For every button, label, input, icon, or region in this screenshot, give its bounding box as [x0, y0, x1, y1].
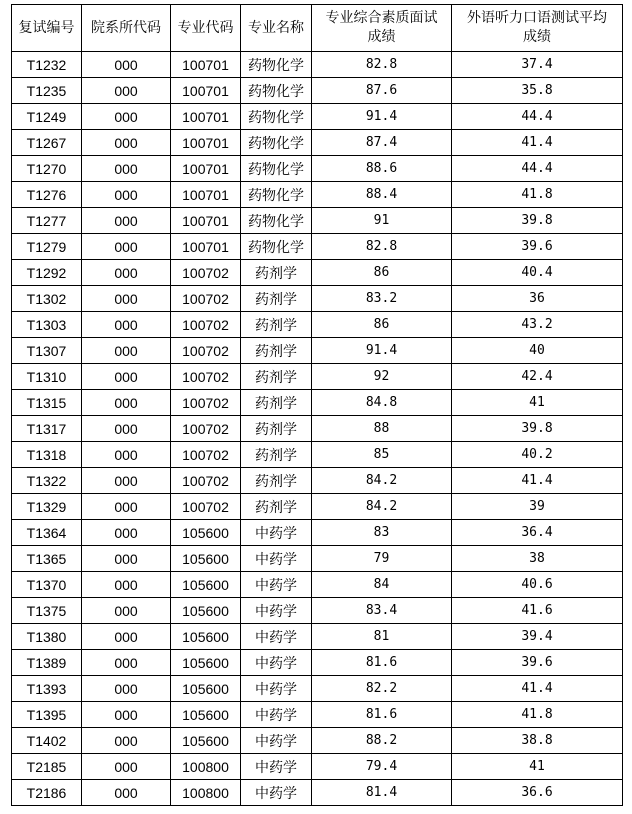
cell-major-name: 中药学	[241, 702, 312, 728]
cell-major-code: 105600	[171, 572, 241, 598]
cell-interview-score: 81.6	[312, 650, 452, 676]
cell-interview-score: 82.8	[312, 234, 452, 260]
table-row	[12, 728, 623, 754]
cell-id: T1303	[12, 312, 82, 338]
cell-major-code: 105600	[171, 520, 241, 546]
cell-major-name: 中药学	[241, 598, 312, 624]
header-language-score	[452, 5, 623, 52]
table-row	[12, 156, 623, 182]
table-row	[12, 208, 623, 234]
cell-language-score: 39.4	[452, 624, 623, 650]
table-row	[12, 598, 623, 624]
cell-major-name: 中药学	[241, 520, 312, 546]
cell-major-name: 中药学	[241, 650, 312, 676]
table-row	[12, 494, 623, 520]
cell-dept-code: 000	[82, 312, 171, 338]
cell-id: T1277	[12, 208, 82, 234]
cell-major-name: 药剂学	[241, 338, 312, 364]
header-interview-score	[312, 5, 452, 52]
cell-id: T1375	[12, 598, 82, 624]
cell-major-code: 100701	[171, 182, 241, 208]
cell-language-score: 35.8	[452, 78, 623, 104]
table-row	[12, 676, 623, 702]
cell-major-name: 中药学	[241, 572, 312, 598]
table-row	[12, 572, 623, 598]
cell-major-name: 药物化学	[241, 130, 312, 156]
cell-interview-score: 82.8	[312, 52, 452, 78]
cell-major-code: 100701	[171, 234, 241, 260]
cell-language-score: 37.4	[452, 52, 623, 78]
cell-dept-code: 000	[82, 650, 171, 676]
header-major-code: 专业代码	[171, 5, 241, 52]
cell-major-code: 100800	[171, 754, 241, 780]
table-row	[12, 364, 623, 390]
table-row	[12, 78, 623, 104]
cell-id: T1322	[12, 468, 82, 494]
cell-interview-score: 81.4	[312, 780, 452, 806]
cell-major-code: 100701	[171, 208, 241, 234]
cell-interview-score: 88.6	[312, 156, 452, 182]
cell-interview-score: 79.4	[312, 754, 452, 780]
cell-major-name: 中药学	[241, 728, 312, 754]
cell-major-name: 中药学	[241, 624, 312, 650]
cell-major-name: 药物化学	[241, 208, 312, 234]
cell-interview-score: 87.6	[312, 78, 452, 104]
cell-language-score: 36.4	[452, 520, 623, 546]
cell-major-code: 100702	[171, 364, 241, 390]
cell-language-score: 36	[452, 286, 623, 312]
cell-interview-score: 92	[312, 364, 452, 390]
table-row	[12, 416, 623, 442]
cell-major-code: 100702	[171, 442, 241, 468]
cell-id: T1276	[12, 182, 82, 208]
table-row	[12, 390, 623, 416]
cell-language-score: 41.8	[452, 702, 623, 728]
cell-interview-score: 91.4	[312, 104, 452, 130]
cell-language-score: 40.6	[452, 572, 623, 598]
cell-interview-score: 88.2	[312, 728, 452, 754]
cell-id: T1232	[12, 52, 82, 78]
cell-major-code: 100701	[171, 78, 241, 104]
cell-major-name: 药剂学	[241, 494, 312, 520]
cell-major-name: 中药学	[241, 676, 312, 702]
cell-dept-code: 000	[82, 546, 171, 572]
score-table	[11, 4, 623, 806]
cell-dept-code: 000	[82, 416, 171, 442]
cell-major-name: 药物化学	[241, 52, 312, 78]
cell-major-name: 药物化学	[241, 104, 312, 130]
cell-id: T1267	[12, 130, 82, 156]
cell-major-code: 100702	[171, 494, 241, 520]
table-row	[12, 702, 623, 728]
cell-id: T1235	[12, 78, 82, 104]
cell-id: T2186	[12, 780, 82, 806]
cell-dept-code: 000	[82, 234, 171, 260]
header-major-name: 专业名称	[241, 5, 312, 52]
cell-major-code: 100701	[171, 130, 241, 156]
cell-language-score: 40.4	[452, 260, 623, 286]
table-row	[12, 104, 623, 130]
cell-id: T1302	[12, 286, 82, 312]
cell-major-name: 药剂学	[241, 468, 312, 494]
cell-language-score: 39	[452, 494, 623, 520]
cell-dept-code: 000	[82, 468, 171, 494]
cell-major-code: 100702	[171, 312, 241, 338]
cell-language-score: 41	[452, 754, 623, 780]
cell-interview-score: 84.2	[312, 494, 452, 520]
cell-major-code: 100702	[171, 338, 241, 364]
table-row	[12, 260, 623, 286]
cell-dept-code: 000	[82, 754, 171, 780]
table-row	[12, 624, 623, 650]
cell-interview-score: 83.4	[312, 598, 452, 624]
cell-language-score: 41.4	[452, 468, 623, 494]
cell-language-score: 41.4	[452, 130, 623, 156]
cell-id: T1380	[12, 624, 82, 650]
cell-major-name: 中药学	[241, 546, 312, 572]
cell-major-code: 105600	[171, 598, 241, 624]
cell-interview-score: 87.4	[312, 130, 452, 156]
cell-interview-score: 81	[312, 624, 452, 650]
cell-major-code: 100702	[171, 468, 241, 494]
cell-major-code: 100702	[171, 390, 241, 416]
cell-major-code: 105600	[171, 728, 241, 754]
cell-interview-score: 91.4	[312, 338, 452, 364]
cell-major-code: 100701	[171, 156, 241, 182]
header-interview-line-1: 专业综合素质面试	[325, 10, 438, 26]
cell-id: T1329	[12, 494, 82, 520]
cell-interview-score: 91	[312, 208, 452, 234]
cell-dept-code: 000	[82, 624, 171, 650]
cell-dept-code: 000	[82, 702, 171, 728]
cell-major-code: 100701	[171, 52, 241, 78]
cell-interview-score: 84.2	[312, 468, 452, 494]
table-row	[12, 130, 623, 156]
cell-language-score: 41	[452, 390, 623, 416]
cell-interview-score: 83.2	[312, 286, 452, 312]
cell-dept-code: 000	[82, 442, 171, 468]
cell-dept-code: 000	[82, 182, 171, 208]
cell-dept-code: 000	[82, 390, 171, 416]
cell-dept-code: 000	[82, 572, 171, 598]
cell-id: T1310	[12, 364, 82, 390]
cell-language-score: 44.4	[452, 156, 623, 182]
cell-id: T1318	[12, 442, 82, 468]
cell-id: T1370	[12, 572, 82, 598]
cell-id: T1307	[12, 338, 82, 364]
table-row	[12, 780, 623, 806]
cell-interview-score: 88	[312, 416, 452, 442]
cell-major-code: 100702	[171, 416, 241, 442]
cell-id: T1279	[12, 234, 82, 260]
header-interview-line-2: 成绩	[367, 29, 396, 45]
cell-major-name: 药剂学	[241, 312, 312, 338]
cell-id: T1393	[12, 676, 82, 702]
cell-dept-code: 000	[82, 494, 171, 520]
cell-major-name: 药剂学	[241, 260, 312, 286]
table-row	[12, 312, 623, 338]
header-language-line-1: 外语听力口语测试平均	[467, 10, 607, 26]
table-row	[12, 52, 623, 78]
cell-dept-code: 000	[82, 728, 171, 754]
cell-major-name: 药剂学	[241, 390, 312, 416]
cell-dept-code: 000	[82, 338, 171, 364]
table-row	[12, 338, 623, 364]
cell-major-name: 药剂学	[241, 442, 312, 468]
cell-dept-code: 000	[82, 780, 171, 806]
cell-major-name: 药物化学	[241, 234, 312, 260]
cell-dept-code: 000	[82, 520, 171, 546]
cell-major-code: 105600	[171, 546, 241, 572]
cell-id: T1249	[12, 104, 82, 130]
cell-major-code: 105600	[171, 702, 241, 728]
cell-interview-score: 84.8	[312, 390, 452, 416]
table-row	[12, 182, 623, 208]
cell-language-score: 38.8	[452, 728, 623, 754]
cell-dept-code: 000	[82, 78, 171, 104]
table-body	[12, 52, 623, 806]
cell-major-name: 药物化学	[241, 156, 312, 182]
header-language-line-2: 成绩	[523, 29, 551, 45]
table-row	[12, 546, 623, 572]
cell-major-name: 中药学	[241, 754, 312, 780]
cell-major-name: 药剂学	[241, 286, 312, 312]
cell-interview-score: 86	[312, 312, 452, 338]
cell-major-name: 药物化学	[241, 78, 312, 104]
cell-id: T1389	[12, 650, 82, 676]
cell-interview-score: 79	[312, 546, 452, 572]
header-id: 复试编号	[12, 5, 82, 52]
header-dept-code: 院系所代码	[82, 5, 171, 52]
cell-language-score: 44.4	[452, 104, 623, 130]
cell-id: T1270	[12, 156, 82, 182]
cell-id: T1395	[12, 702, 82, 728]
cell-interview-score: 88.4	[312, 182, 452, 208]
cell-dept-code: 000	[82, 130, 171, 156]
cell-language-score: 40.2	[452, 442, 623, 468]
cell-interview-score: 86	[312, 260, 452, 286]
cell-language-score: 39.8	[452, 208, 623, 234]
cell-major-code: 105600	[171, 650, 241, 676]
cell-language-score: 39.6	[452, 650, 623, 676]
cell-interview-score: 85	[312, 442, 452, 468]
cell-dept-code: 000	[82, 208, 171, 234]
cell-id: T1402	[12, 728, 82, 754]
cell-language-score: 36.6	[452, 780, 623, 806]
cell-language-score: 38	[452, 546, 623, 572]
cell-id: T1292	[12, 260, 82, 286]
header-row	[12, 5, 623, 52]
cell-major-name: 药剂学	[241, 364, 312, 390]
table-row	[12, 234, 623, 260]
cell-id: T2185	[12, 754, 82, 780]
cell-language-score: 40	[452, 338, 623, 364]
cell-language-score: 42.4	[452, 364, 623, 390]
cell-language-score: 39.8	[452, 416, 623, 442]
cell-dept-code: 000	[82, 52, 171, 78]
table-row	[12, 754, 623, 780]
cell-id: T1365	[12, 546, 82, 572]
table-row	[12, 650, 623, 676]
cell-major-name: 药物化学	[241, 182, 312, 208]
cell-dept-code: 000	[82, 364, 171, 390]
cell-language-score: 41.6	[452, 598, 623, 624]
cell-interview-score: 83	[312, 520, 452, 546]
cell-major-code: 105600	[171, 676, 241, 702]
table-row	[12, 520, 623, 546]
cell-major-name: 中药学	[241, 780, 312, 806]
table-header	[12, 5, 623, 52]
cell-major-code: 100702	[171, 286, 241, 312]
cell-major-code: 100800	[171, 780, 241, 806]
cell-language-score: 39.6	[452, 234, 623, 260]
cell-interview-score: 82.2	[312, 676, 452, 702]
cell-major-code: 100702	[171, 260, 241, 286]
cell-major-name: 药剂学	[241, 416, 312, 442]
table-row	[12, 468, 623, 494]
cell-dept-code: 000	[82, 156, 171, 182]
cell-interview-score: 81.6	[312, 702, 452, 728]
cell-language-score: 41.4	[452, 676, 623, 702]
cell-language-score: 43.2	[452, 312, 623, 338]
cell-interview-score: 84	[312, 572, 452, 598]
table-row	[12, 286, 623, 312]
cell-id: T1315	[12, 390, 82, 416]
cell-dept-code: 000	[82, 104, 171, 130]
table-row	[12, 442, 623, 468]
cell-dept-code: 000	[82, 676, 171, 702]
cell-dept-code: 000	[82, 286, 171, 312]
cell-dept-code: 000	[82, 598, 171, 624]
cell-id: T1364	[12, 520, 82, 546]
cell-language-score: 41.8	[452, 182, 623, 208]
cell-major-code: 105600	[171, 624, 241, 650]
cell-major-code: 100701	[171, 104, 241, 130]
cell-id: T1317	[12, 416, 82, 442]
cell-dept-code: 000	[82, 260, 171, 286]
